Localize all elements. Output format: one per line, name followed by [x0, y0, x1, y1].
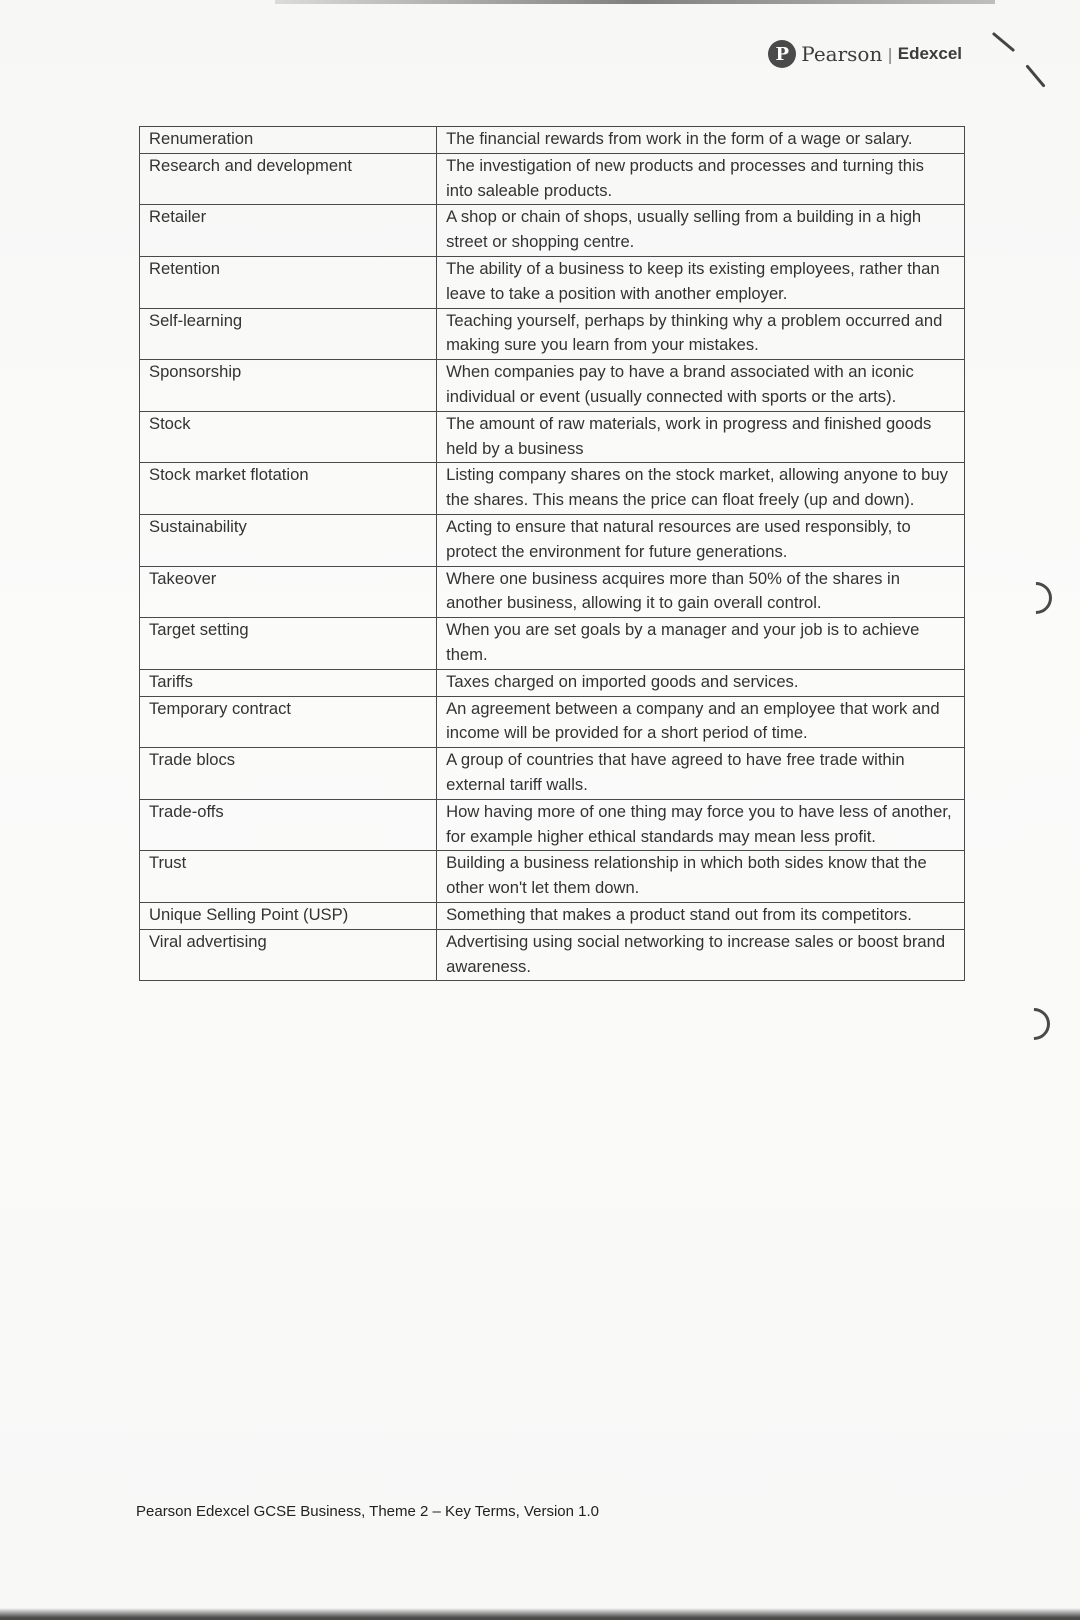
pearson-logo-icon: P	[768, 40, 796, 68]
binder-hole	[1013, 575, 1058, 620]
table-row	[140, 127, 965, 154]
brand-subname: Edexcel	[897, 44, 962, 63]
table-row	[140, 360, 965, 412]
brand-separator: |	[887, 44, 893, 64]
term-cell: Retailer	[140, 205, 437, 257]
definition-cell: A group of countries that have agreed to have free trade within external tariff walls.	[437, 748, 965, 800]
brand-name: Pearson	[801, 42, 883, 66]
term-cell: Renumeration	[140, 127, 437, 154]
definition-cell: Something that makes a product stand out from its competitors.	[437, 902, 965, 929]
table-row	[140, 902, 965, 929]
term-cell: Target setting	[140, 618, 437, 670]
term-cell: Stock	[140, 411, 437, 463]
term-cell: Stock market flotation	[140, 463, 437, 515]
term-cell: Research and development	[140, 153, 437, 205]
term-cell: Retention	[140, 256, 437, 308]
definition-cell: The financial rewards from work in the form of a wage or salary.	[437, 127, 965, 154]
page-edge-shadow-bottom	[0, 1608, 1080, 1620]
table-row	[140, 566, 965, 618]
term-cell: Trade-offs	[140, 799, 437, 851]
definition-cell: Acting to ensure that natural resources are used responsibly, to protect the environment for future generations.	[437, 514, 965, 566]
definition-cell: Taxes charged on imported goods and services.	[437, 669, 965, 696]
term-cell: Sustainability	[140, 514, 437, 566]
definition-cell: Teaching yourself, perhaps by thinking why a problem occurred and making sure you learn from your mistakes.	[437, 308, 965, 360]
pearson-edexcel-logo	[768, 40, 962, 68]
definition-cell: The amount of raw materials, work in progress and finished goods held by a business	[437, 411, 965, 463]
term-cell: Sponsorship	[140, 360, 437, 412]
table-row	[140, 205, 965, 257]
term-cell: Trade blocs	[140, 748, 437, 800]
term-cell: Tariffs	[140, 669, 437, 696]
definition-cell: When companies pay to have a brand associated with an iconic individual or event (usually connected with sports or the arts).	[437, 360, 965, 412]
table-row	[140, 463, 965, 515]
definition-cell: Building a business relationship in which both sides know that the other won't let them down.	[437, 851, 965, 903]
corner-mark	[992, 32, 1015, 52]
table-row	[140, 411, 965, 463]
table-row	[140, 929, 965, 981]
term-cell: Self-learning	[140, 308, 437, 360]
table-row	[140, 153, 965, 205]
term-cell: Viral advertising	[140, 929, 437, 981]
table-row	[140, 696, 965, 748]
table-row	[140, 669, 965, 696]
table-row	[140, 308, 965, 360]
page-footer: Pearson Edexcel GCSE Business, Theme 2 – Key Terms, Version 1.0	[136, 1503, 600, 1520]
page-edge-shadow-top	[275, 0, 995, 4]
corner-mark	[1025, 64, 1045, 87]
definition-cell: How having more of one thing may force you to have less of another, for example higher ethical standards may mean less profit.	[437, 799, 965, 851]
term-cell: Trust	[140, 851, 437, 903]
definition-cell: When you are set goals by a manager and your job is to achieve them.	[437, 618, 965, 670]
term-cell: Takeover	[140, 566, 437, 618]
table-row	[140, 851, 965, 903]
definition-cell: A shop or chain of shops, usually selling from a building in a high street or shopping centre.	[437, 205, 965, 257]
binder-hole	[1011, 1001, 1056, 1046]
table-row	[140, 618, 965, 670]
table-row	[140, 256, 965, 308]
term-cell: Temporary contract	[140, 696, 437, 748]
definition-cell: Advertising using social networking to increase sales or boost brand awareness.	[437, 929, 965, 981]
table-row	[140, 799, 965, 851]
definition-cell: Listing company shares on the stock market, allowing anyone to buy the shares. This means the price can float freely (up and down).	[437, 463, 965, 515]
table-row	[140, 514, 965, 566]
definition-cell: An agreement between a company and an employee that work and income will be provided for a short period of time.	[437, 696, 965, 748]
key-terms-table	[139, 126, 965, 981]
definition-cell: The ability of a business to keep its existing employees, rather than leave to take a position with another employer.	[437, 256, 965, 308]
definition-cell: The investigation of new products and processes and turning this into saleable products.	[437, 153, 965, 205]
definition-cell: Where one business acquires more than 50% of the shares in another business, allowing it to gain overall control.	[437, 566, 965, 618]
table-row	[140, 748, 965, 800]
term-cell: Unique Selling Point (USP)	[140, 902, 437, 929]
